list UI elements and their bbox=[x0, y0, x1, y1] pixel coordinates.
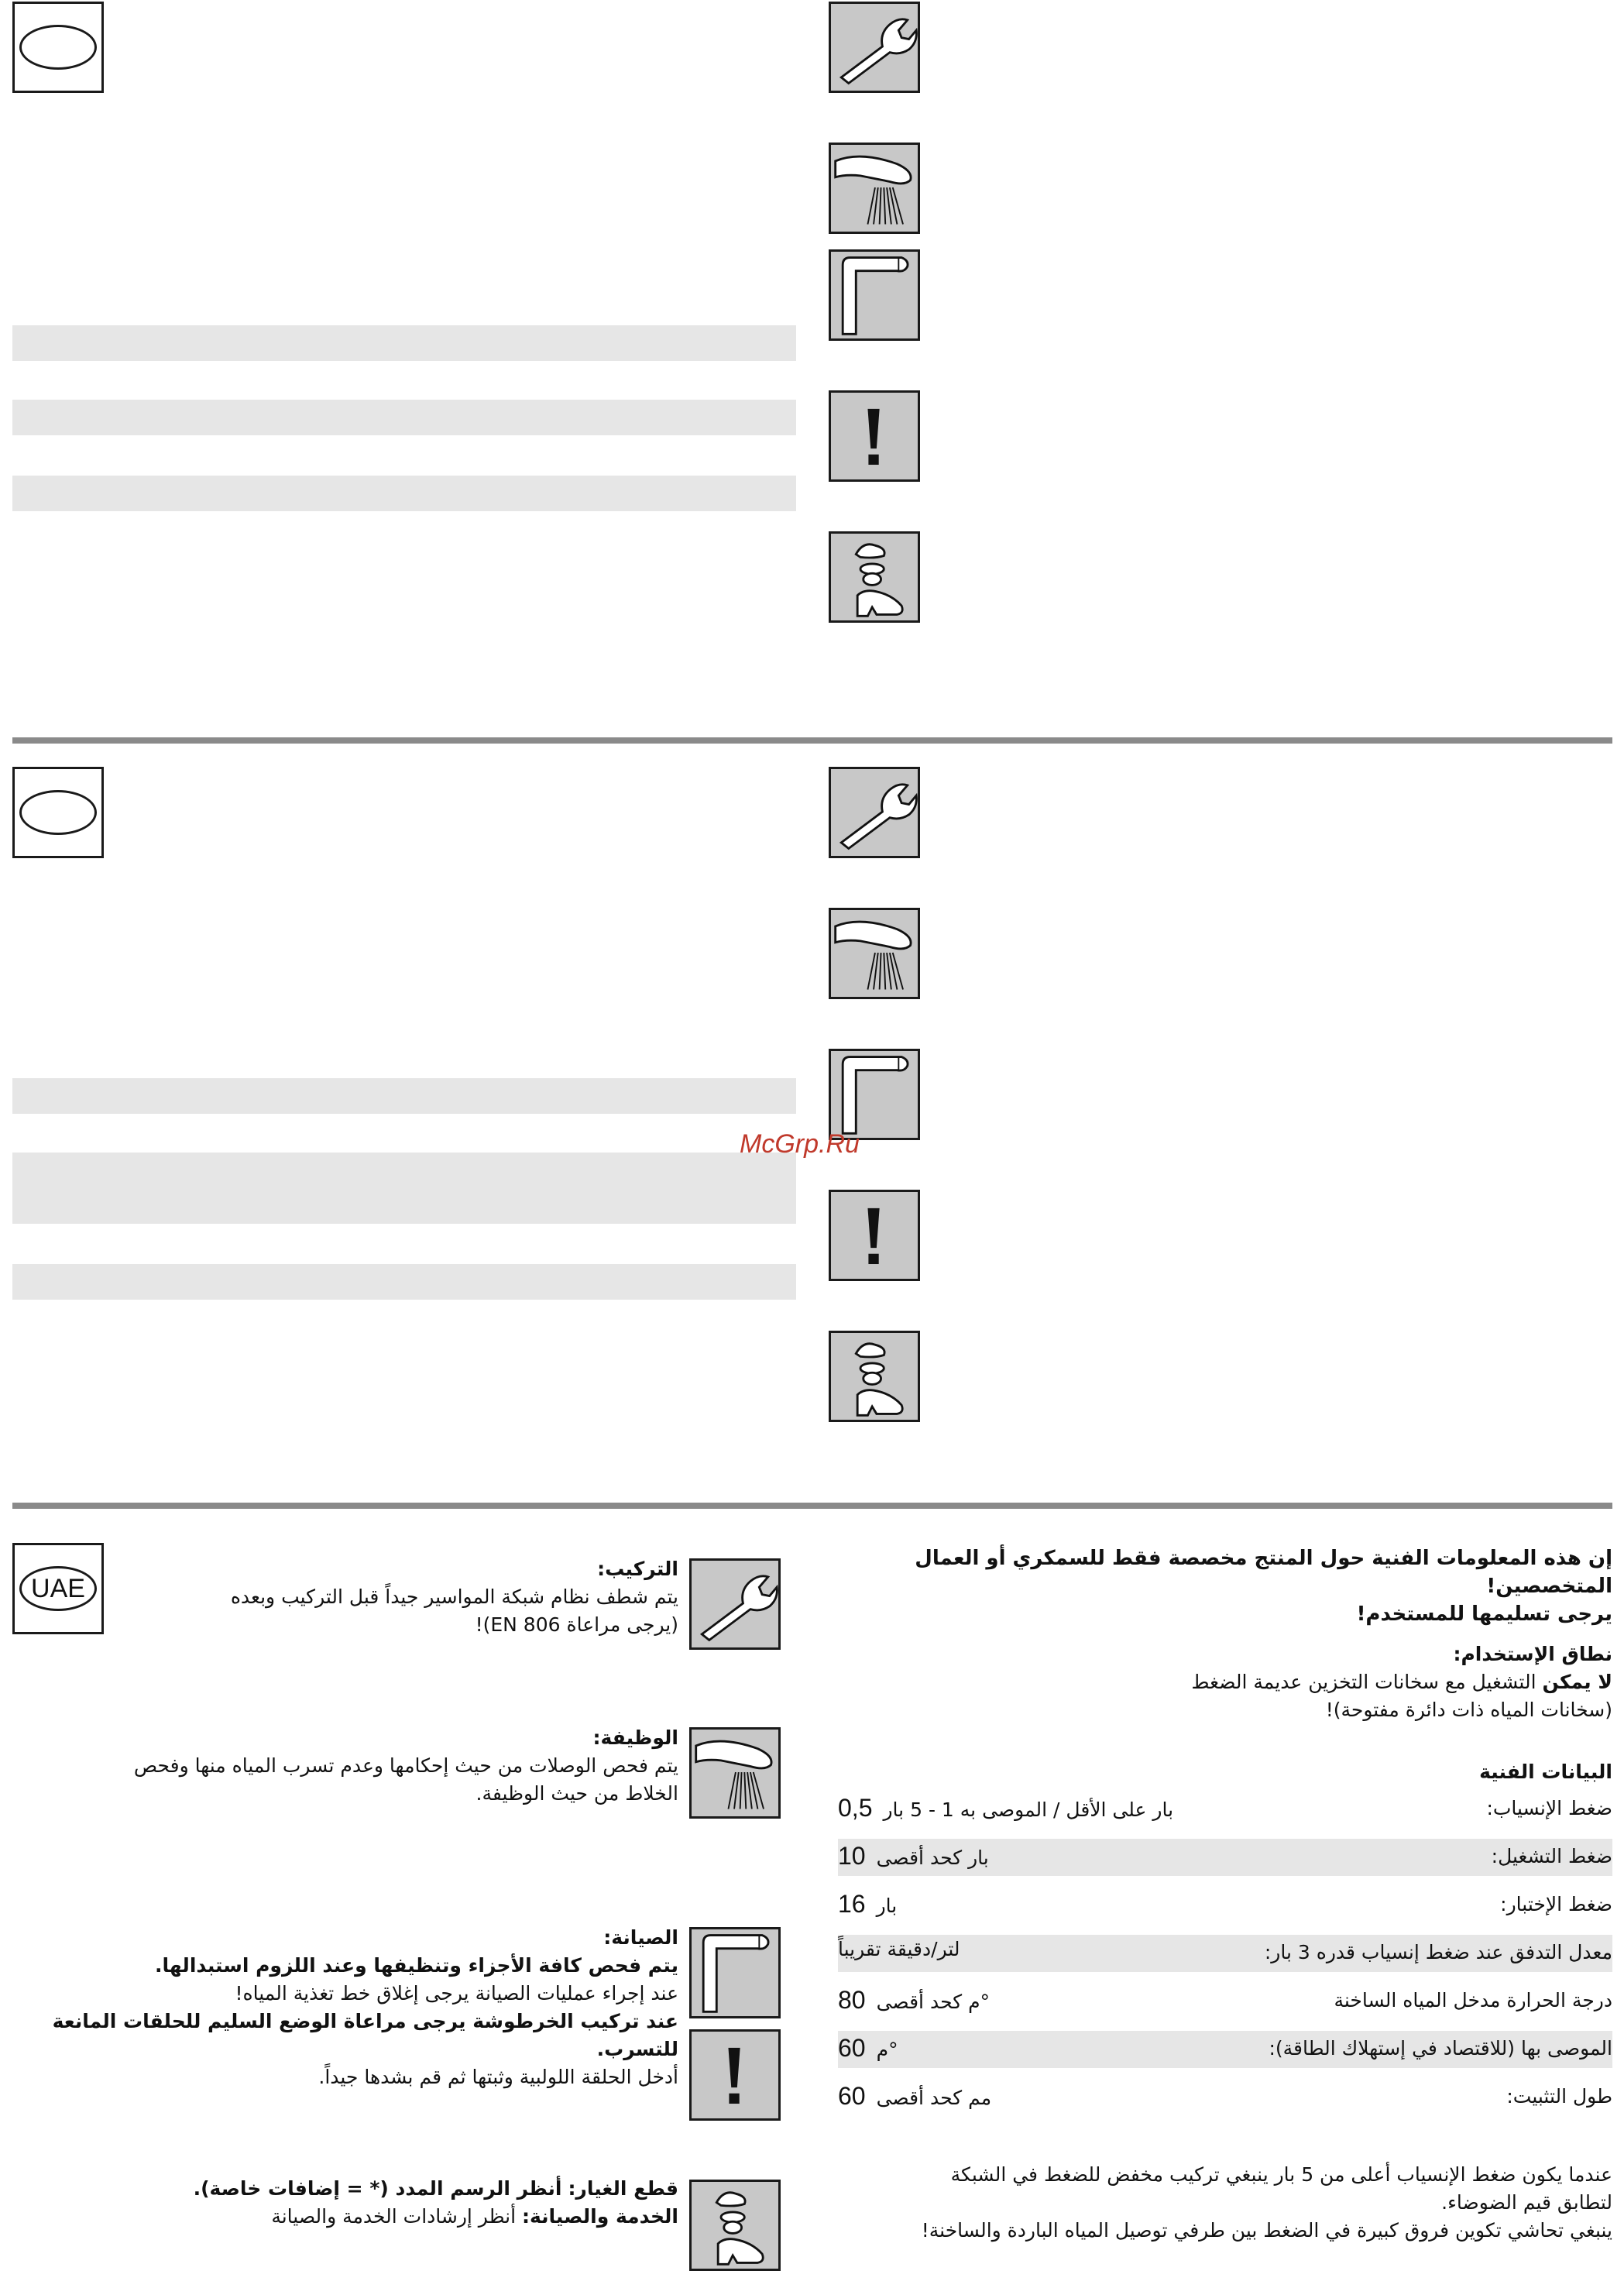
tech-row-number: 60 bbox=[838, 2082, 866, 2110]
tech-row-label: الموصى بها (للاقتصاد في إستهلاك الطاقة): bbox=[1269, 2037, 1612, 2060]
shaded-bar bbox=[12, 400, 796, 435]
install-line-1: يتم شطف نظام شبكة المواسير جيداً قبل التركيب وبعده bbox=[230, 1585, 678, 1608]
section-divider bbox=[12, 1503, 1612, 1509]
usage-line-1 bbox=[838, 1668, 1612, 1696]
tech-row-number: 80 bbox=[838, 1986, 866, 2014]
service-heading: الخدمة والصيانة: bbox=[521, 2205, 678, 2228]
usage-section bbox=[838, 1640, 1612, 1724]
spare-parts-icon bbox=[829, 1331, 920, 1422]
tech-row-unit: بار على الأقل / الموصى به 1 - 5 بار bbox=[883, 1798, 1174, 1821]
tech-row bbox=[838, 1791, 1612, 1828]
install-section bbox=[108, 1555, 678, 1639]
usage-heading: نطاق الإستخدام: bbox=[1453, 1643, 1612, 1665]
tech-row-value bbox=[838, 2082, 991, 2111]
tech-row-value bbox=[838, 1938, 960, 1960]
maintenance-heading: الصيانة: bbox=[603, 1926, 678, 1949]
maintenance-section bbox=[12, 1924, 678, 2091]
tech-row-value bbox=[838, 1986, 990, 2015]
service-line bbox=[12, 2203, 678, 2231]
tech-row-number: 60 bbox=[838, 2034, 866, 2062]
warning-icon bbox=[829, 1190, 920, 1281]
tech-row-value bbox=[838, 2034, 898, 2063]
tech-row-label: ضغط الإنسياب: bbox=[1486, 1797, 1612, 1819]
tech-row-value bbox=[838, 1842, 989, 1871]
notice bbox=[838, 1544, 1612, 1628]
tech-row-value bbox=[838, 1794, 1173, 1822]
spares-section bbox=[12, 2175, 678, 2231]
usage-rest: التشغيل مع سخانات التخزين عديمة الضغط bbox=[1191, 1671, 1536, 1693]
tech-row bbox=[838, 1983, 1612, 2020]
tech-row-unit: بار كحد أقصى bbox=[876, 1847, 989, 1869]
tech-row bbox=[838, 1887, 1612, 1924]
function-line-2: الخلاط من حيث الوظيفة. bbox=[476, 1782, 678, 1805]
install-line-2: (يرجى مراعاة EN 806)! bbox=[475, 1613, 678, 1636]
tech-row-unit: بار bbox=[876, 1895, 898, 1917]
maintenance-line-2: عند إجراء عمليات الصيانة يرجى إغلاق خط تغذية المياه! bbox=[235, 1982, 678, 2005]
language-box-2 bbox=[12, 767, 104, 858]
spares-heading: قطع الغيار: bbox=[568, 2177, 678, 2200]
language-box-uae bbox=[12, 1543, 104, 1634]
pressure-note-line-2: لتطابق قيم الضوضاء. bbox=[1441, 2191, 1612, 2214]
tech-row-label: ضغط الإختبار: bbox=[1500, 1893, 1612, 1915]
tech-heading: البيانات الفنية bbox=[1479, 1761, 1612, 1783]
tech-row-value bbox=[838, 1890, 897, 1919]
usage-line-2: (سخانات المياه ذات دائرة مفتوحة)! bbox=[1325, 1699, 1612, 1721]
notice-line-2: يرجى تسليمها للمستخدم! bbox=[1356, 1603, 1612, 1626]
usage-cannot: لا يمكن bbox=[1542, 1671, 1612, 1693]
tech-row-number: 10 bbox=[838, 1842, 866, 1870]
maintenance-line-4: أدخل الحلقة اللولبية وثبتها ثم قم بشدها جيداً. bbox=[318, 2066, 678, 2088]
language-oval bbox=[19, 25, 97, 70]
tech-row bbox=[838, 2031, 1612, 2068]
spares-text: أنظر الرسم المدد (* = إضافات خاصة). bbox=[193, 2177, 562, 2200]
tech-row-number: 0,5 bbox=[838, 1794, 873, 1822]
service-text: أنظر إرشادات الخدمة والصيانة bbox=[271, 2205, 517, 2228]
function-heading: الوظيفة: bbox=[592, 1726, 678, 1749]
tech-row-label: ضغط التشغيل: bbox=[1491, 1845, 1612, 1867]
tech-row-unit: °م كحد أقصى bbox=[876, 1991, 991, 2013]
tech-row-number: 16 bbox=[838, 1890, 866, 1918]
hex-key-icon bbox=[829, 249, 920, 341]
spares-line bbox=[12, 2175, 678, 2203]
tech-row-label: معدل التدفق عند ضغط إنسياب قدره 3 بار: bbox=[1264, 1941, 1612, 1963]
tech-row-label: طول التثبيت: bbox=[1506, 2085, 1612, 2108]
shaded-bar bbox=[12, 1153, 796, 1224]
warning-icon bbox=[829, 390, 920, 482]
tech-row bbox=[838, 1935, 1612, 1972]
install-heading: التركيب: bbox=[597, 1558, 678, 1580]
tech-row-label: درجة الحرارة مدخل المياه الساخنة bbox=[1334, 1989, 1612, 2011]
wrench-icon bbox=[689, 1558, 781, 1650]
spare-parts-icon bbox=[689, 2180, 781, 2271]
hex-key-icon bbox=[689, 1927, 781, 2018]
shaded-bar bbox=[12, 1264, 796, 1300]
pressure-note-line-3: ينبغي تحاشي تكوين فروق كبيرة في الضغط بين طرفي توصيل المياه الباردة والساخنة! bbox=[921, 2219, 1612, 2242]
function-line-1: يتم فحص الوصلات من حيث إحكامها وعدم تسرب المياه منها وفحص bbox=[133, 1754, 678, 1777]
wrench-icon bbox=[829, 2, 920, 93]
language-box-1 bbox=[12, 2, 104, 93]
wrench-icon bbox=[829, 767, 920, 858]
uae-oval: UAE bbox=[19, 1566, 97, 1611]
tech-row-unit: مم كحد أقصى bbox=[876, 2087, 992, 2109]
shaded-bar bbox=[12, 1078, 796, 1114]
pressure-note-line-1: عندما يكون ضغط الإنسياب أعلى من 5 بار ينبغي تركيب مخفض للضغط في الشبكة bbox=[950, 2163, 1612, 2186]
maintenance-line-3: عند تركيب الخرطوشة يرجى مراعاة الوضع السليم للحلقات المانعة للتسرب. bbox=[52, 2010, 678, 2060]
notice-line-1: إن هذه المعلومات الفنية حول المنتج مخصصة فقط للسمكري أو العمال المتخصصين! bbox=[915, 1547, 1612, 1598]
pressure-note bbox=[838, 2161, 1612, 2245]
shaded-bar bbox=[12, 476, 796, 511]
shaded-bar bbox=[12, 325, 796, 361]
spray-icon bbox=[829, 143, 920, 234]
spare-parts-icon bbox=[829, 531, 920, 623]
hex-key-icon bbox=[829, 1049, 920, 1140]
tech-row bbox=[838, 1839, 1612, 1876]
function-section bbox=[12, 1724, 678, 1808]
tech-row-unit: °م bbox=[876, 2039, 898, 2061]
spray-icon bbox=[689, 1727, 781, 1819]
watermark: McGrp.Ru bbox=[740, 1129, 860, 1159]
spray-icon bbox=[829, 908, 920, 999]
tech-row-unit: لتر/دقيقة تقريباً bbox=[838, 1938, 960, 1960]
section-divider bbox=[12, 737, 1612, 744]
warning-icon bbox=[689, 2029, 781, 2121]
tech-row bbox=[838, 2079, 1612, 2116]
language-oval bbox=[19, 790, 97, 835]
maintenance-line-1: يتم فحص كافة الأجزاء وتنظيفها وعند اللزوم استبدالها. bbox=[155, 1954, 678, 1977]
